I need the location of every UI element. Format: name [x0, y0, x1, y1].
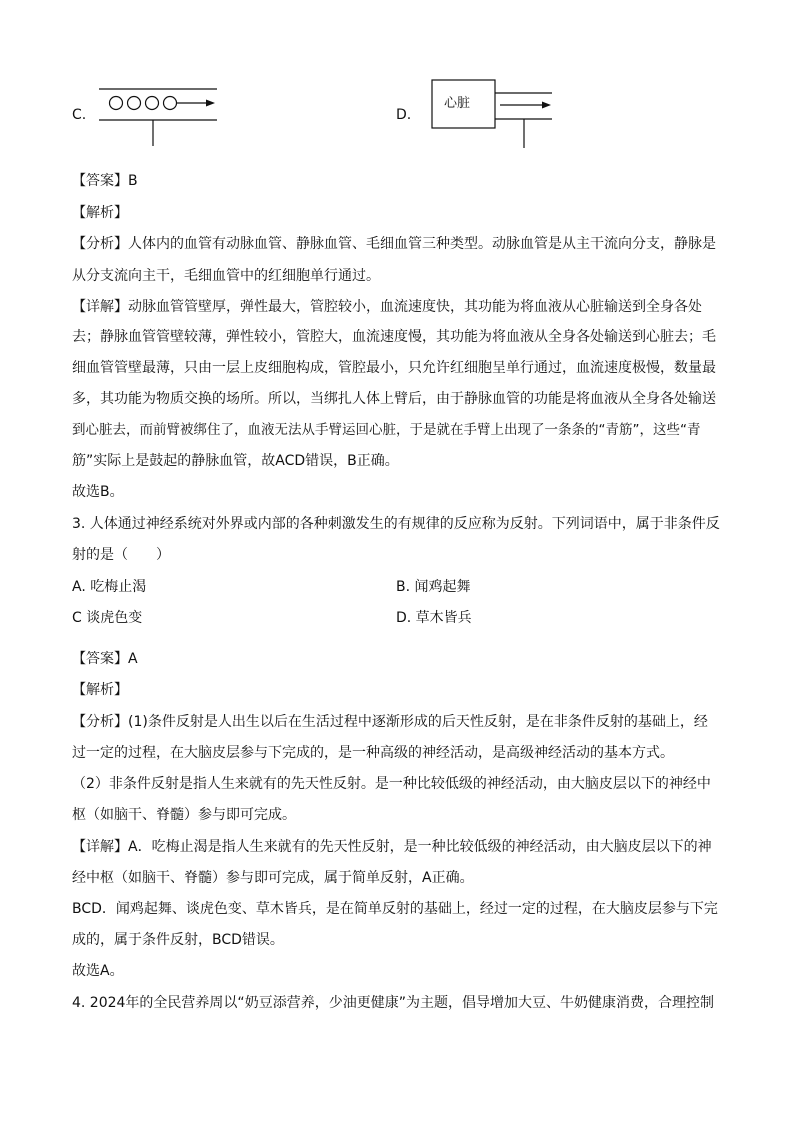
- q2-xiangjie-line: 【详解】动脉血管管壁厚，弹性最大，管腔较小，血流速度快，其功能为将血液从心脏输送到全身各处: [72, 299, 702, 315]
- q3-xiangjie-line: BCD．闻鸡起舞、谈虎色变、草木皆兵，是在简单反射的基础上，经过一定的过程，在大脑皮层参与下完: [72, 901, 718, 917]
- q2-xiangjie-line: 多，其功能为物质交换的场所。所以，当绑扎人体上臂后，由于静脉血管的功能是将血液从全身各处输送: [72, 391, 716, 407]
- q3-option-a: A. 吃梅止渴: [72, 579, 147, 595]
- q3-xiangjie-line: 经中枢（如脑干、脊髓）参与即可完成，属于简单反射，A正确。: [72, 870, 474, 886]
- q3-answer: 【答案】A: [72, 651, 138, 667]
- capillary-diagram: [96, 86, 226, 148]
- q2-xiangjie-line: 去；静脉血管管壁较薄，弹性较小，管腔大，血流速度慢，其功能为将血液从全身各处输送到心脏去；毛: [72, 329, 716, 345]
- q2-analysis-heading: 【解析】: [72, 205, 128, 221]
- q3-conclusion: 故选A。: [72, 963, 124, 979]
- q2-fenxi-line: 从分支流向主干，毛细血管中的红细胞单行通过。: [72, 268, 380, 284]
- q2-xiangjie-line: 到心脏去，而前臂被绑住了，血液无法从手臂运回心脏，于是就在手臂上出现了一条条的“青筋”，这些“青: [72, 422, 701, 438]
- q2-fenxi-line: 【分析】人体内的血管有动脉血管、静脉血管、毛细血管三种类型。动脉血管是从主干流向分支，静脉是: [72, 236, 716, 252]
- q3-analysis-heading-text: 解析: [86, 682, 114, 698]
- q3-fenxi-line: 【分析】(1)条件反射是人出生以后在生活过程中逐渐形成的后天性反射，是在非条件反射的基础上，经: [72, 714, 708, 730]
- option-c-label: C.: [72, 107, 87, 123]
- q3-xiangjie-line: 【详解】A．吃梅止渴是指人生来就有的先天性反射，是一种比较低级的神经活动，由大脑皮层以下的神: [72, 839, 712, 855]
- q3-fenxi-line: （2）非条件反射是指人生来就有的先天性反射。是一种比较低级的神经活动，由大脑皮层以下的神经中: [72, 776, 711, 792]
- q3-analysis-heading: 【解析】: [72, 682, 128, 698]
- q3-fenxi-line: 枢（如脑干、脊髓）参与即可完成。: [72, 807, 296, 823]
- heart-artery-diagram: [430, 78, 560, 150]
- q3-stem-line: 3. 人体通过神经系统对外界或内部的各种刺激发生的有规律的反应称为反射。下列词语中，属于非条件反: [72, 516, 720, 532]
- q3-option-c: C 谈虎色变: [72, 610, 143, 626]
- q3-option-d: D. 草木皆兵: [396, 610, 472, 626]
- option-d-label: D.: [396, 107, 412, 123]
- q3-xiangjie-line: 成的，属于条件反射，BCD错误。: [72, 932, 284, 948]
- heart-box-label: 心脏: [444, 96, 471, 111]
- q3-stem-line: 射的是（ ）: [72, 547, 170, 563]
- q2-xiangjie-line: 筋”实际上是鼓起的静脉血管，故ACD错误，B正确。: [72, 453, 399, 469]
- q4-stem-line: 4. 2024年的全民营养周以“奶豆添营养，少油更健康”为主题，倡导增加大豆、牛奶健康消费，合理控制: [72, 995, 714, 1011]
- q2-answer: 【答案】B: [72, 173, 138, 189]
- q2-conclusion: 故选B。: [72, 484, 124, 500]
- q3-option-b: B. 闻鸡起舞: [396, 579, 471, 595]
- q2-xiangjie-line: 细血管管壁最薄，只由一层上皮细胞构成，管腔最小，只允许红细胞呈单行通过，血流速度极慢，数量最: [72, 360, 716, 376]
- q2-analysis-heading-text: 解析: [86, 205, 114, 221]
- q3-fenxi-line: 过一定的过程，在大脑皮层参与下完成的，是一种高级的神经活动，是高级神经活动的基本方式。: [72, 745, 674, 761]
